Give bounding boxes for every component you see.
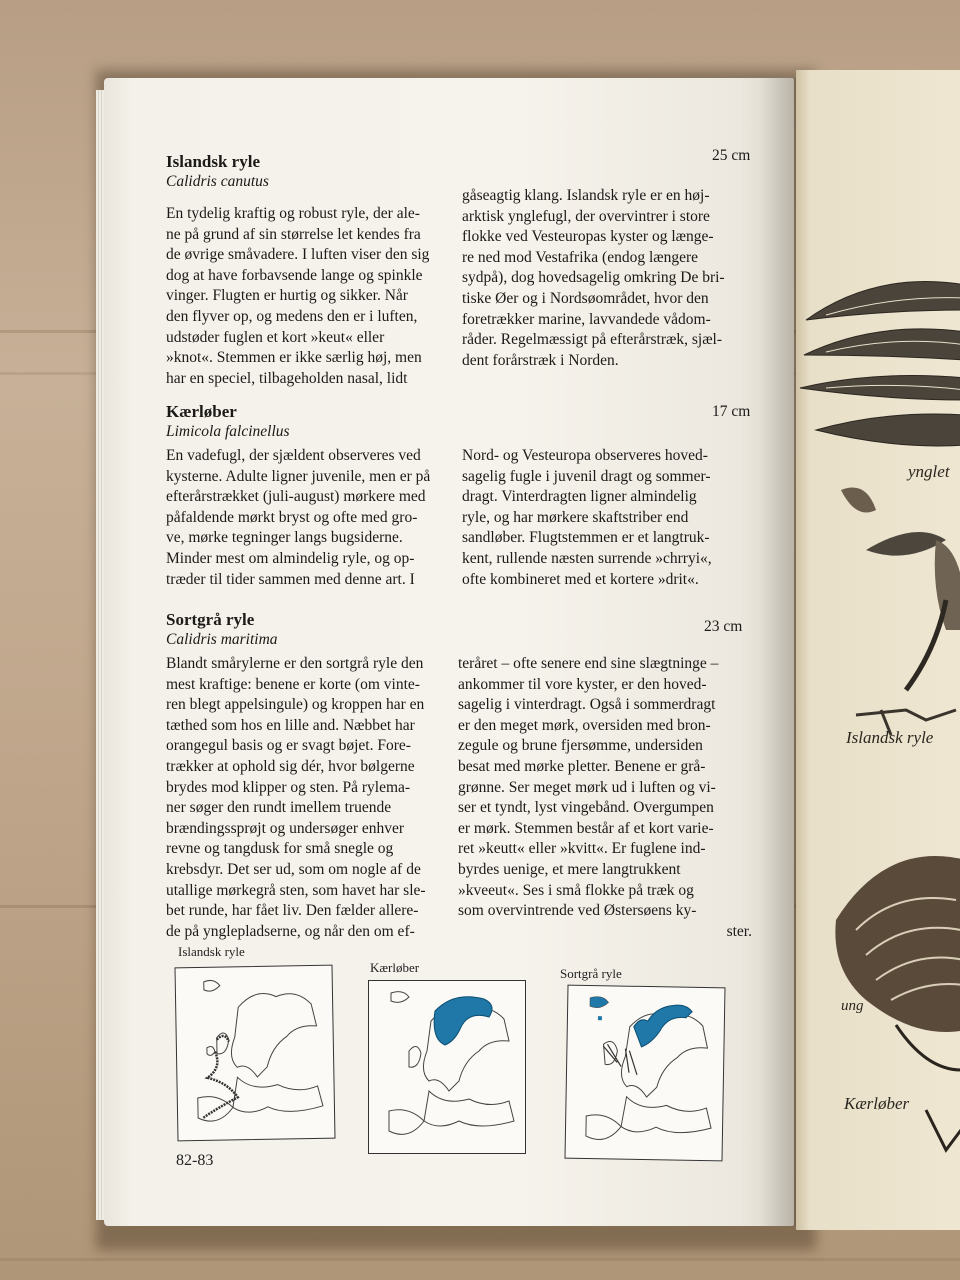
entry-size: 25 cm	[712, 147, 751, 164]
text-line: zegule og brune fjersømme, undersiden	[458, 737, 703, 755]
entry-latin-name: Calidris maritima	[166, 631, 278, 648]
text-line: »kveeut«. Ses i små flokke på træk og	[458, 881, 694, 899]
text-line: mest kraftige: benene er korte (om vinte-	[166, 675, 420, 693]
illustration-label: ynglet	[908, 462, 950, 481]
text-line: arktisk ynglefugl, der overvintrer i store	[462, 207, 710, 225]
text-line: »knot«. Stemmen er ikke særlig høj, men	[166, 349, 422, 367]
text-line: byrdes uenige, et mere langtrukkent	[458, 860, 681, 878]
text-line: vinger. Flugten er hurtig og sikker. Når	[166, 287, 408, 305]
text-line: de på ynglepladserne, og når den om ef-	[166, 922, 415, 940]
text-line: er den meget mørk, oversiden med bron-	[458, 716, 711, 734]
text-line: En tydelig kraftig og robust ryle, der ale-	[166, 205, 420, 222]
text-line: Nord- og Vesteuropa observeres hoved-	[462, 447, 708, 464]
text-line: ret »keutt« eller »kvitt«. Er fuglene ind-	[458, 840, 706, 858]
text-line: krebsdyr. Det ser ud, som om nogle af de	[166, 860, 421, 878]
text-line: tiske Øer og i Nordsøområdet, hvor den	[462, 289, 709, 307]
text-line: teråret – ofte senere end sine slægtninge –	[458, 655, 719, 672]
text-line: trækker at ophold sig dér, hvor bølgerne	[166, 757, 415, 775]
text-line: sandløber. Flugtstemmen er et langtruk-	[462, 529, 710, 547]
text-line: brændingssprøjt og undersøger enhver	[166, 819, 405, 837]
book-gutter	[760, 78, 798, 1226]
text-line: foretrækker marine, lavvandede vådom-	[462, 310, 711, 328]
text-line: brydes mod klipper og sten. På rylema-	[166, 778, 411, 796]
text-line: ren blegt appelsingule) og kroppen har en	[166, 696, 425, 714]
text-line: udstøder fuglen et kort »keut« eller	[166, 328, 385, 346]
text-line: grønne. Ser meget mørk ud i luften og vi-	[458, 778, 716, 796]
text-line: de øvrige småvadere. I luften viser den sig	[166, 246, 430, 264]
text-line: ser et tyndt, lyst vingebånd. Overgumpen	[458, 799, 714, 817]
distribution-map-kaerloeber	[368, 980, 526, 1154]
entry-text-left	[166, 654, 438, 942]
entry-title: Islandsk ryle	[166, 152, 260, 171]
text-line: efterårstrækket (juli-august) mørkere med	[166, 488, 426, 506]
illustration-label: Kærløber	[844, 1094, 910, 1113]
entry-size: 23 cm	[704, 618, 743, 635]
illustration-label: Islandsk ryle	[846, 728, 934, 747]
text-line: orangegul basis og er svagt bøjet. Fore-	[166, 737, 411, 755]
text-line: kent, rullende næsten surrende »chrryi«,	[462, 549, 712, 567]
distribution-map-sortgraa-ryle	[564, 985, 725, 1162]
text-line: ryle, og har mørkere skaftstriber end	[462, 508, 689, 526]
text-line: re ned mod Vestafrika (endog længere	[462, 248, 699, 266]
text-line: tæthed som hos en lille and. Næbbet har	[166, 716, 415, 734]
text-line: dog at have forbavsende lange og spinkle	[166, 266, 423, 284]
entry-size: 17 cm	[712, 403, 751, 420]
text-line: ankommer til vore kyster, er den hoved-	[458, 675, 707, 693]
entry-latin-name: Calidris canutus	[166, 173, 269, 190]
map-label: Kærløber	[370, 960, 420, 975]
map-label: Islandsk ryle	[178, 944, 245, 959]
text-line: ofte kombineret med et kortere »drit«.	[462, 570, 699, 588]
feather-fragment-icon	[841, 488, 876, 513]
text-line: træder til tider sammen med denne art. I	[166, 570, 415, 588]
entry-text-right	[462, 446, 752, 590]
distribution-map-islandsk-ryle	[174, 965, 335, 1142]
text-line: dragt. Vinterdragten ligner almindelig	[462, 488, 697, 506]
text-line: har en speciel, tilbageholden nasal, lidt	[166, 369, 408, 387]
text-line: råder. Regelmæssigt på efterårstræk, sjæl-	[462, 331, 722, 349]
text-line: ster.	[726, 922, 752, 940]
entry-text-right	[458, 654, 752, 942]
text-line: besat med mørke pletter. Benene er grå-	[458, 757, 706, 775]
text-line: ve, mørke tegninger langs bugsiderne.	[166, 529, 403, 547]
text-line: ne på grund af sin størrelse let kendes fra	[166, 225, 421, 243]
text-line: som overvintrende ved Østersøens ky-	[458, 902, 697, 920]
entry-title: Sortgrå ryle	[166, 610, 255, 629]
bird-illustration	[796, 70, 960, 1230]
text-line: sagelig fugle i juvenil dragt og sommer-	[462, 467, 711, 485]
text-line: påfaldende mørkt bryst og ofte med gro-	[166, 508, 418, 526]
entry-latin-name: Limicola falcinellus	[166, 423, 290, 440]
text-line: ner søger den rundt imellem truende	[166, 799, 392, 817]
entry-text-left	[166, 446, 438, 590]
map-label: Sortgrå ryle	[560, 966, 622, 981]
text-line: sydpå), dog hovedsagelig omkring De bri-	[462, 269, 725, 287]
right-page-illustration	[796, 70, 960, 1230]
text-line: revne og tangdusk for små snegle og	[166, 840, 394, 858]
page-number: 82-83	[176, 1152, 214, 1169]
text-line: dent forårstræk i Norden.	[462, 351, 619, 369]
illustration-label: ung	[841, 998, 864, 1014]
text-line: gåseagtig klang. Islandsk ryle er en høj-	[462, 187, 710, 204]
entry-text-left	[166, 204, 438, 389]
entry-title: Kærløber	[166, 402, 237, 421]
text-line: kysterne. Adulte ligner juvenile, men er på	[166, 467, 431, 485]
text-line: den flyver op, og medens den er i luften,	[166, 307, 418, 325]
text-line: sagelig i vinterdragt. Også i sommerdragt	[458, 696, 716, 714]
text-line: En vadefugl, der sjældent observeres ved	[166, 447, 421, 464]
text-line: Blandt smårylerne er den sortgrå ryle den	[166, 655, 424, 672]
wood-grain	[0, 1258, 960, 1261]
entry-text-right	[462, 186, 752, 371]
text-line: er mørk. Stemmen består af et kort varie-	[458, 819, 714, 837]
text-line: flokke ved Vesteuropas kyster og længe-	[462, 228, 714, 246]
text-line: Minder mest om almindelig ryle, og op-	[166, 549, 415, 567]
text-line: utallige mørkegrå sten, som havet har sle-	[166, 881, 426, 899]
text-line: bet runde, har fået liv. Den fælder allere-	[166, 902, 419, 920]
